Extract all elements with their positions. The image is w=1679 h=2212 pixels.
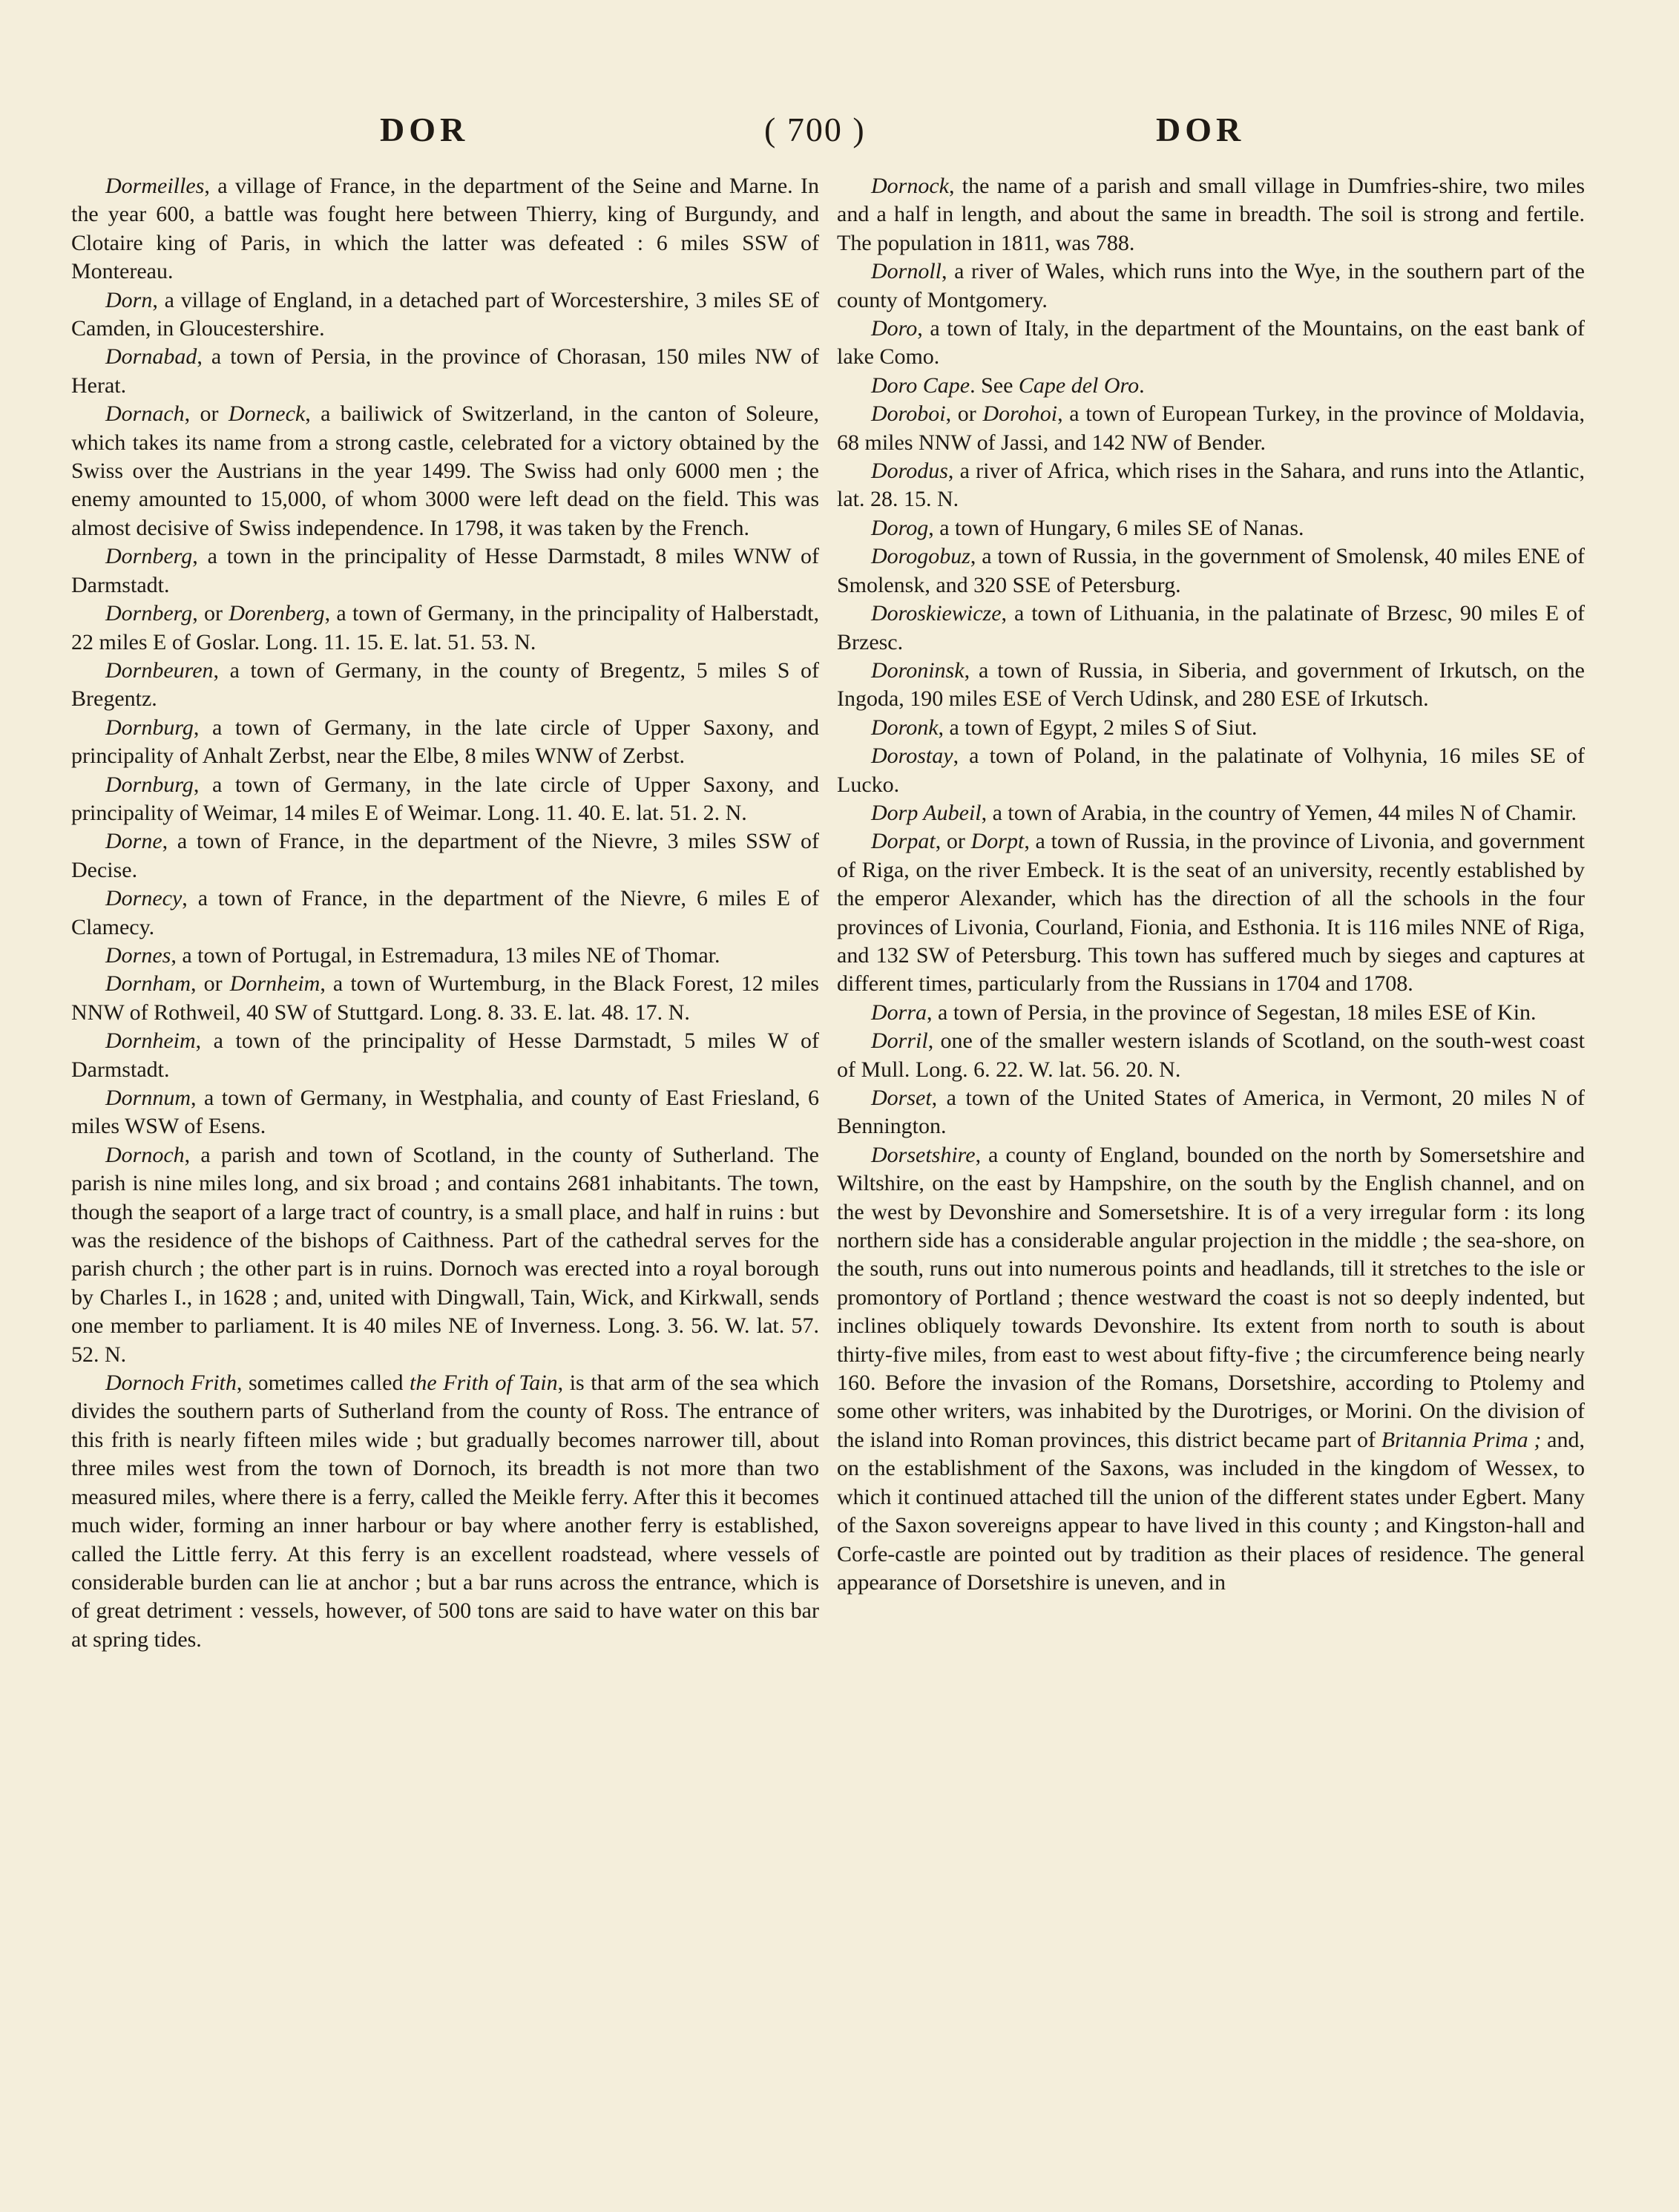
entry-text: , or (191, 971, 230, 997)
gazetteer-entry (71, 600, 819, 657)
left-column (71, 172, 819, 1654)
gazetteer-entry (837, 657, 1585, 714)
entry-headword: Dornham (105, 971, 191, 997)
page-number: ( 700 ) (764, 111, 866, 148)
entry-headword: Dorra (871, 1000, 927, 1025)
entry-headword: Doro (871, 316, 918, 341)
entry-text: , a town of the United States of America, in Vermont, 20 miles N of Bennington. (837, 1086, 1585, 1139)
entry-headword: Doroskiewicze (871, 601, 1002, 626)
entry-text: , a town of Germany, in the late circle of Upper Saxony, and principality of Weimar, 14 miles E of Weimar. Long. 11. 40. E. lat. 51. 2. N. (71, 772, 819, 825)
entry-text: , a town of Italy, in the department of the Mountains, on the east bank of lake Como. (837, 316, 1585, 370)
entry-text: , a bailiwick of Switzerland, in the canton of Soleure, which takes its name from a strong castle, celebrated for a victory obtained by the Swiss over the Austrians in the year 1499. The Swiss had only 6000 men ; the enemy amounted to 15,000, of whom 3000 were left dead on the field. This was almost decisive of Swiss independence. In 1798, it was taken by the French. (71, 401, 819, 540)
gazetteer-entry (71, 1369, 819, 1654)
running-head-right: DOR (1156, 111, 1246, 148)
entry-headword: Dornberg (105, 544, 193, 569)
entry-text: , a town of Russia, in Siberia, and government of Irkutsch, on the Ingoda, 190 miles ESE of Verch Udinsk, and 280 ESE of Irkutsch. (837, 657, 1585, 712)
gazetteer-entry (71, 1141, 819, 1369)
gazetteer-entry (837, 315, 1585, 372)
entry-headword: Dornes (105, 942, 171, 968)
entry-text: , a town of Arabia, in the country of Yemen, 44 miles N of Chamir. (981, 800, 1577, 825)
entry-headword: Dorodus (871, 459, 948, 484)
gazetteer-entry (837, 457, 1585, 514)
gazetteer-entry (71, 970, 819, 1027)
entry-headword: Dorsetshire (871, 1142, 976, 1167)
entry-text: , a river of Wales, which runs into the Wye, in the southern part of the county of Montgomery. (837, 259, 1585, 312)
entry-text: , or (935, 829, 971, 854)
entry-text: , a village of France, in the department of the Seine and Marne. In the year 600, a battle was fought here between Thierry, king of Burgundy, and Clotaire king of Paris, in which the latter was defeated : 6 miles SSW of Montereau. (71, 174, 819, 284)
entry-alt-name: Dorohoi (982, 401, 1058, 427)
entry-headword: Doronk (871, 715, 939, 740)
gazetteer-entry (837, 1084, 1585, 1141)
entry-text: , a town of Germany, in Westphalia, and county of East Friesland, 6 miles WSW of Esens. (71, 1086, 819, 1139)
entry-text: , a town of Egypt, 2 miles S of Siut. (938, 715, 1258, 740)
entry-text: , a town of Persia, in the province of Segestan, 18 miles ESE of Kin. (927, 1000, 1537, 1025)
entry-text: , a county of England, bounded on the north by Somersetshire and Wiltshire, on the east by Hampshire, on the south by the English channel, and on the west by Devonshire and Somersetshire. It is of a very irregular form : its long northern side has a considerable angular projection in the middle ; the sea-shore, on the south, runs out into numerous points and headlands, till it stretches to the isle or promontory of Portland ; thence westward the coast is not so deeply indented, but inclines obliquely towards Devonshire. Its extent from north to south is about thirty-five miles, from east to west about fifty-five ; the circumference being nearly 160. Before the invasion of the Romans, Dorsetshire, according to Ptolemy and some other writers, was inhabited by the Durotriges, or Morini. On the division of the island into Roman provinces, this district became part of (837, 1142, 1585, 1452)
gazetteer-entry (71, 885, 819, 942)
entry-headword: Doroboi (871, 401, 946, 427)
gazetteer-entry (837, 542, 1585, 600)
entry-headword: Dornoch Frith (105, 1371, 237, 1396)
entry-headword: Dorp Aubeil (871, 800, 982, 825)
entry-alt-name: Britannia Prima ; (1381, 1427, 1542, 1452)
gazetteer-entry (837, 799, 1585, 827)
entry-headword: Dornecy (105, 886, 183, 911)
gazetteer-entry (837, 514, 1585, 542)
entry-alt-name: Cape del Oro (1018, 373, 1140, 398)
entry-headword: Doro Cape (871, 373, 970, 398)
gazetteer-entry (837, 600, 1585, 657)
entry-text: , or (184, 401, 229, 427)
entry-text: , a town of Germany, in the principality of Halberstadt, 22 miles E of Goslar. Long. 11. 15. E. lat. 51. 53. N. (71, 601, 820, 654)
entry-text: , a river of Africa, which rises in the Sahara, and runs into the Atlantic, lat. 28. 15. N. (837, 459, 1585, 512)
entry-text: , a town of Russia, in the province of Livonia, and government of Riga, on the river Embeck. It is the seat of an university, recently established by the emperor Alexander, which has the direction of all the schools in the four provinces of Livonia, Courland, Fionia, and Esthonia. It is 116 miles NNE of Riga, and 132 SW of Petersburg. This town has suffered much by sieges and captures at different times, particularly from the Russians in 1704 and 1708. (837, 829, 1585, 997)
gazetteer-entry (71, 343, 819, 400)
entry-headword: Dornheim (105, 1028, 196, 1054)
entry-text: . (1139, 373, 1145, 398)
entry-alt-name: Dorneck (228, 401, 306, 427)
gazetteer-entry (71, 1084, 819, 1141)
entry-text: , a town of Poland, in the palatinate of Volhynia, 16 miles SE of Lucko. (837, 744, 1585, 797)
gazetteer-entry (71, 1027, 819, 1084)
entry-headword: Dorog (871, 515, 929, 540)
gazetteer-entry (71, 942, 819, 970)
entry-text: , a town of Germany, in the late circle of Upper Saxony, and principality of Anhalt Zerbst, near the Elbe, 8 miles WNW of Zerbst. (71, 715, 819, 769)
entry-headword: Dornberg (105, 601, 193, 626)
entry-headword: Dorne (105, 829, 162, 854)
entry-text: and, on the establishment of the Saxons, was included in the kingdom of Wessex, to which it continued attached till the union of the different states under Egbert. Many of the Saxon sovereigns appear to have lived in this county ; and Kingston-hall and Corfe-castle are pointed out by tradition as their places of residence. The general appearance of Dorsetshire is uneven, and in (837, 1427, 1585, 1595)
entry-headword: Dornbeuren (105, 657, 214, 683)
entry-text: , a village of England, in a detached part of Worcestershire, 3 miles SE of Camden, in Gloucestershire. (71, 287, 819, 341)
entry-alt-name: Dorpt (970, 829, 1025, 854)
entry-text: , a town of France, in the department of the Nievre, 3 miles SSW of Decise. (71, 829, 819, 882)
gazetteer-entry (837, 1027, 1585, 1084)
gazetteer-entry (837, 400, 1585, 457)
entry-headword: Dornoll (871, 259, 942, 284)
entry-text: , a town of Lithuania, in the palatinate of Brzesc, 90 miles E of Brzesc. (837, 601, 1585, 654)
entry-alt-name: the Frith of Tain (410, 1371, 558, 1396)
entry-headword: Dorn (105, 287, 153, 312)
entry-headword: Dormeilles (105, 174, 205, 198)
entry-headword: Doroninsk (871, 657, 965, 683)
entry-text: , sometimes called (236, 1371, 410, 1396)
gazetteer-entry (837, 827, 1585, 998)
entry-text: , a town of Russia, in the government of Smolensk, 40 miles ENE of Smolensk, and 320 SSE of Petersburg. (837, 544, 1585, 597)
gazetteer-entry (71, 657, 819, 714)
entry-alt-name: Dorenberg (229, 601, 325, 626)
gazetteer-entry (837, 257, 1585, 315)
gazetteer-entry (837, 999, 1585, 1027)
entry-text: , is that arm of the sea which divides the southern parts of Sutherland from the county of Ross. The entrance of this frith is nearly fifteen miles wide ; but gradually becomes narrower till, about three miles west from the town of Dornoch, its breadth is not more than two measured miles, where there is a ferry, called the Meikle ferry. After this it becomes much wider, forming an inner harbour or bay where another ferry is established, called the Little ferry. At this ferry is an excellent roadstead, where vessels of considerable burden can lie at anchor ; but a bar runs across the entrance, which is of great detriment : vessels, however, of 500 tons are said to have water on this bar at spring tides. (71, 1371, 820, 1652)
entry-headword: Dornoch (105, 1142, 185, 1167)
gazetteer-entry (837, 742, 1585, 799)
entry-headword: Dornach (105, 401, 185, 427)
entry-text: , or (945, 401, 983, 427)
entry-headword: Dorogobuz (871, 544, 970, 569)
entry-text: , a town of European Turkey, in the province of Moldavia, 68 miles NNW of Jassi, and 142 NW of Bender. (837, 401, 1585, 455)
entry-text: , a town of Portugal, in Estremadura, 13 miles NE of Thomar. (171, 942, 720, 968)
gazetteer-entry (837, 172, 1585, 257)
gazetteer-entry (71, 542, 819, 600)
entry-text: . See (970, 373, 1019, 398)
entry-headword: Dornnum (105, 1086, 191, 1110)
gazetteer-entry (71, 714, 819, 771)
entry-text: , a town in the principality of Hesse Darmstadt, 8 miles WNW of Darmstadt. (71, 544, 819, 597)
entry-headword: Dorpat (871, 829, 936, 854)
entry-headword: Dornburg (105, 772, 194, 797)
gazetteer-entry (71, 172, 819, 286)
entry-text: , a town of Wurtemburg, in the Black Forest, 12 miles NNW of Rothweil, 40 SW of Stuttgard. Long. 8. 33. E. lat. 48. 17. N. (71, 971, 819, 1025)
entry-headword: Dornock (871, 174, 949, 198)
entry-text: , or (192, 601, 229, 626)
entry-text: , a town of Persia, in the province of Chorasan, 150 miles NW of Herat. (71, 344, 819, 398)
entry-text: , a town of Germany, in the county of Bregentz, 5 miles S of Bregentz. (71, 657, 819, 712)
gazetteer-entry (837, 714, 1585, 742)
entry-text: , one of the smaller western islands of Scotland, on the south-west coast of Mull. Long. 6. 22. W. lat. 56. 20. N. (837, 1028, 1585, 1082)
entry-headword: Dorostay (871, 744, 953, 769)
gazetteer-entry (71, 400, 819, 542)
gazetteer-entry (837, 372, 1585, 400)
entry-text: , a town of the principality of Hesse Darmstadt, 5 miles W of Darmstadt. (71, 1028, 819, 1082)
entry-headword: Dorset (871, 1086, 932, 1110)
gazetteer-entry (71, 286, 819, 344)
entry-text: , the name of a parish and small village in Dumfries-shire, two miles and a half in length, and about the same in breadth. The soil is strong and fertile. The population in 1811, was 788. (837, 174, 1585, 255)
gazetteer-entry (71, 827, 819, 885)
entry-headword: Dorril (871, 1028, 928, 1054)
gazetteer-entry (71, 771, 819, 828)
entry-headword: Dornabad (105, 344, 197, 370)
entry-text: , a parish and town of Scotland, in the county of Sutherland. The parish is nine miles long, and six broad ; and contains 2681 inhabitants. The town, though the seaport of a large tract of country, is a small place, and half in ruins : but was the residence of the bishops of Caithness. Part of the cathedral serves for the parish church ; the other part is in ruins. Dornoch was erected into a royal borough by Charles I., in 1628 ; and, united with Dingwall, Tain, Wick, and Kirkwall, sends one member to parliament. It is 40 miles NE of Inverness. Long. 3. 56. W. lat. 57. 52. N. (71, 1142, 819, 1367)
entry-headword: Dornburg (105, 715, 194, 740)
running-head-left: DOR (380, 111, 470, 148)
entry-alt-name: Dornheim (229, 971, 321, 997)
entry-text: , a town of France, in the department of the Nievre, 6 miles E of Clamecy. (71, 886, 819, 939)
right-column (837, 172, 1585, 1597)
gazetteer-entry (837, 1141, 1585, 1598)
entry-text: , a town of Hungary, 6 miles SE of Nanas. (928, 515, 1304, 540)
